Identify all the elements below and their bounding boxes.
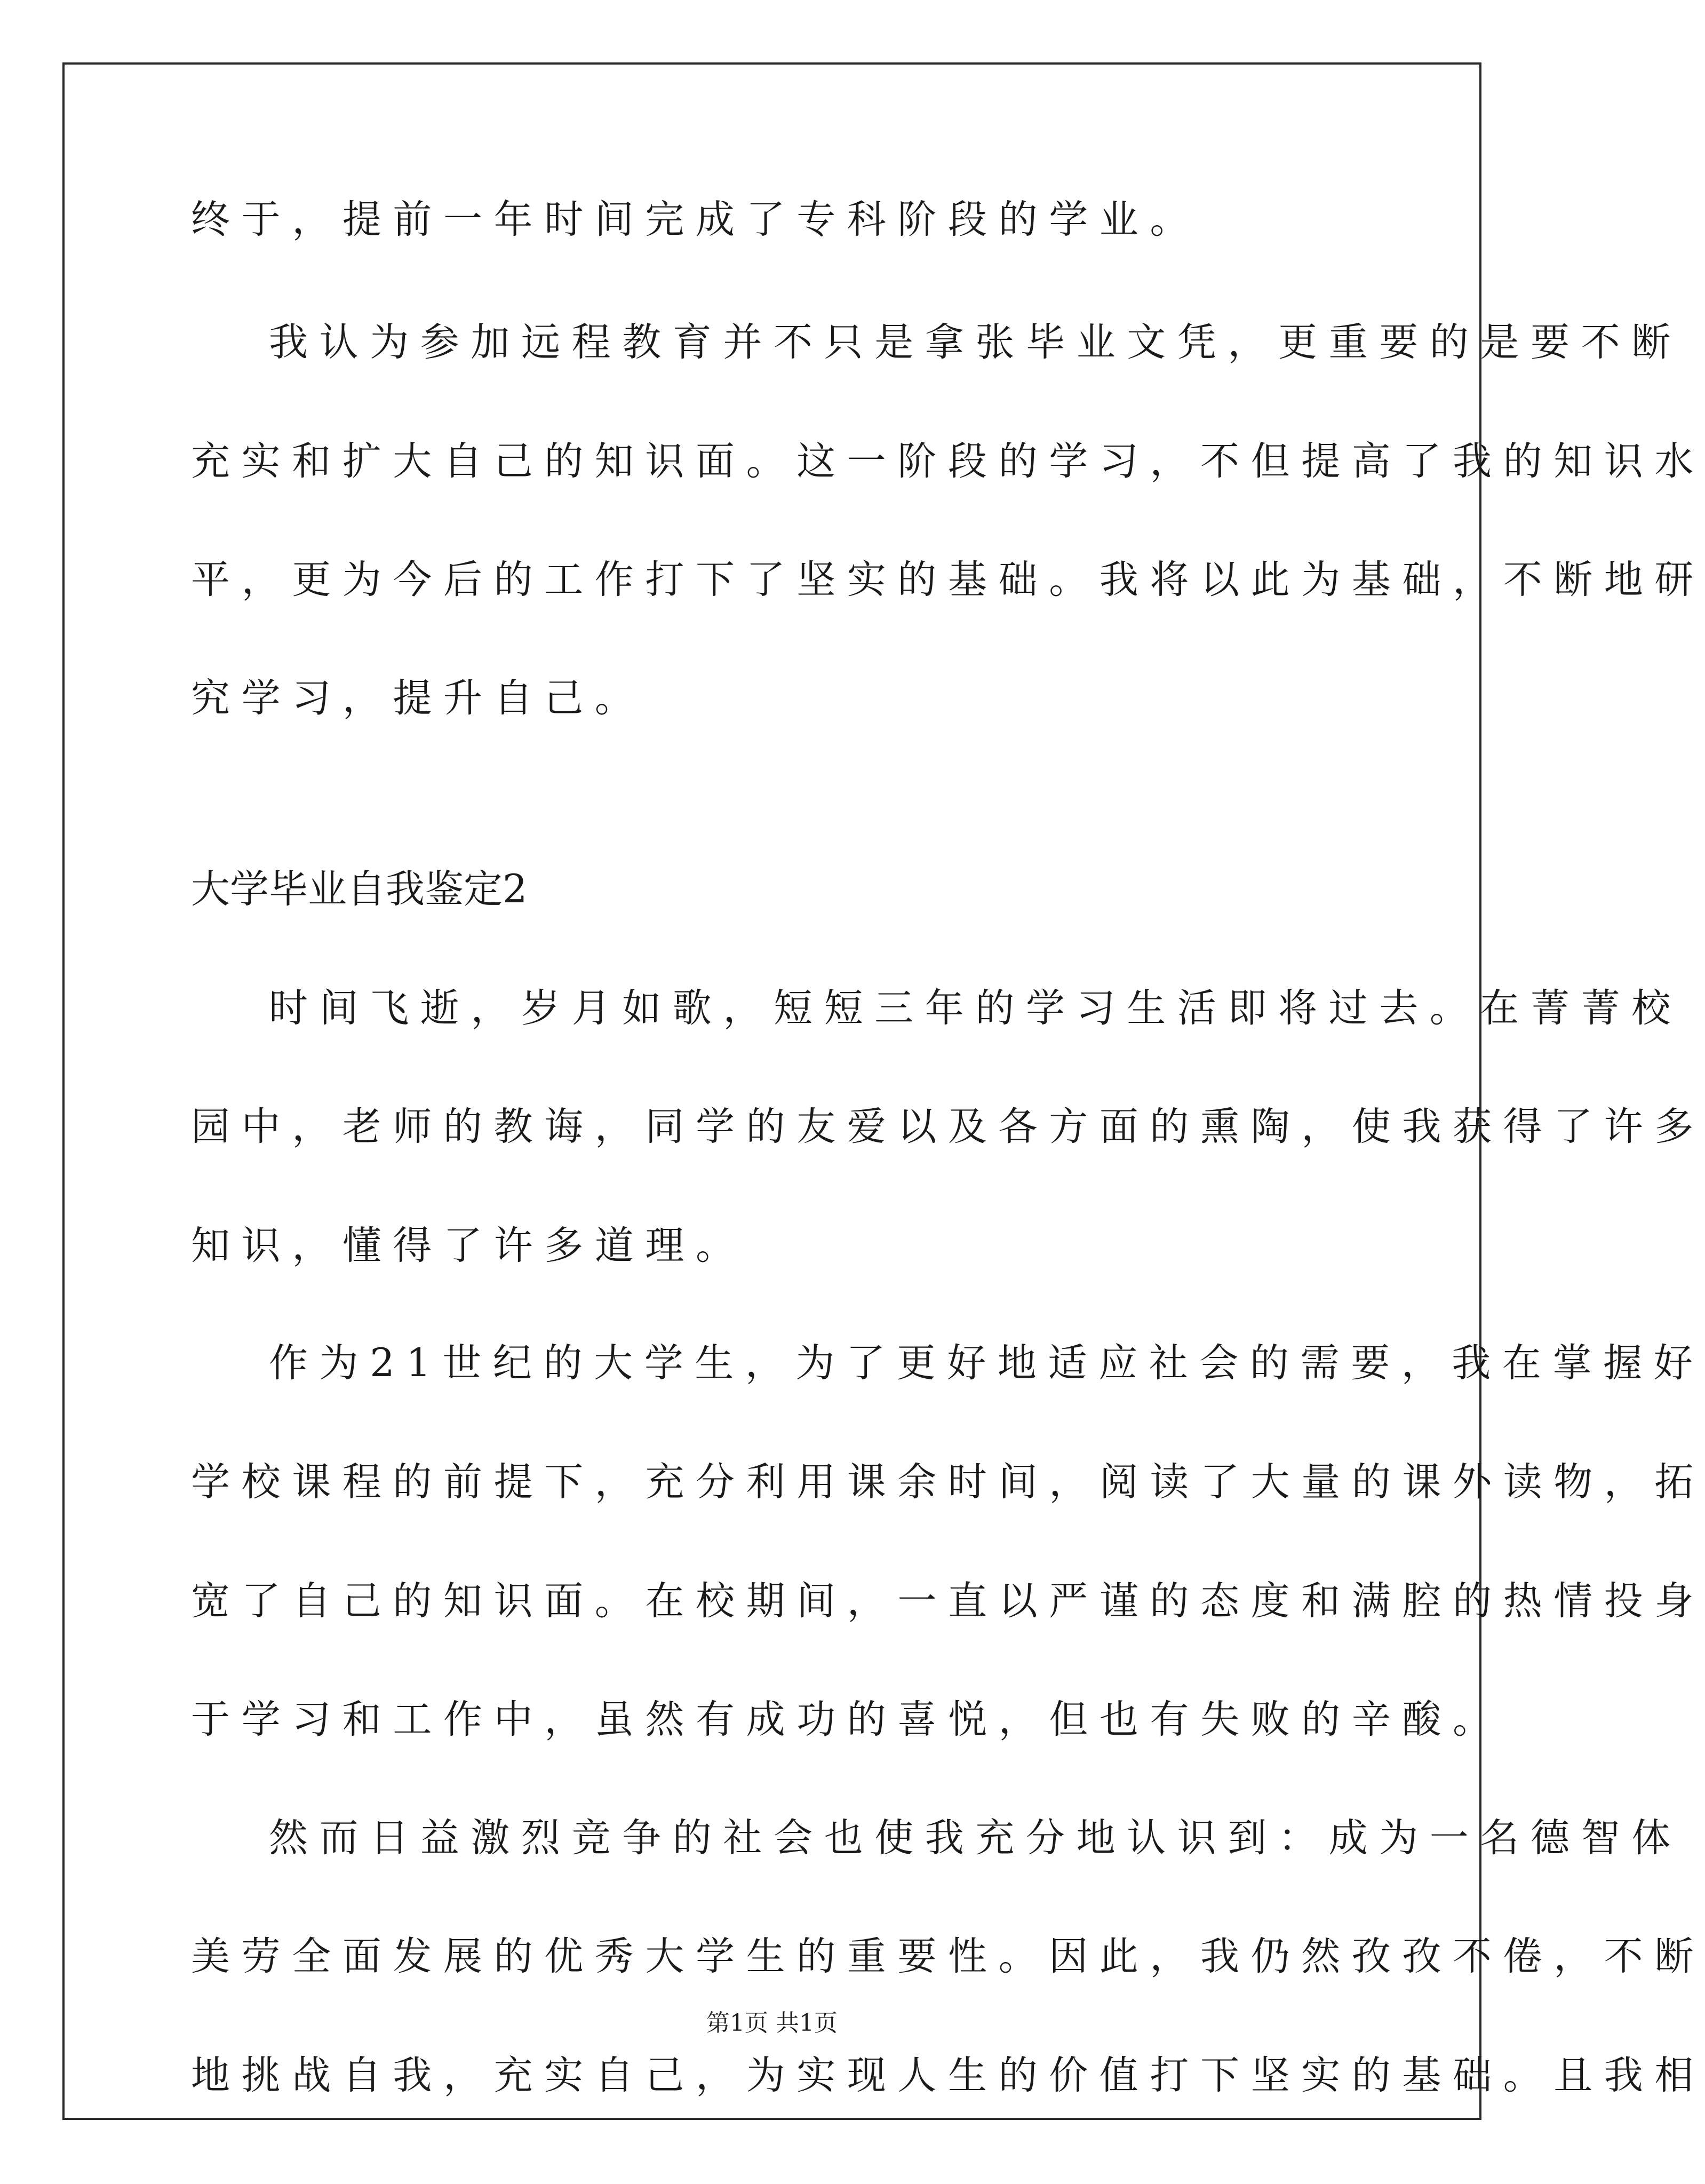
paragraph-start-line: 然而日益激烈竞争的社会也使我充分地认识到：成为一名德智体 (269, 1815, 1682, 1861)
paragraph-start-line: 时间飞逝，岁月如歌，短短三年的学习生活即将过去。在菁菁校 (269, 986, 1682, 1031)
page-border (62, 62, 1481, 2120)
text-line: 究学习，提升自己。 (191, 676, 646, 721)
text-line: 知识，懂得了许多道理。 (191, 1223, 746, 1268)
text-line: 平，更为今后的工作打下了坚实的基础。我将以此为基础，不断地研 (191, 557, 1705, 602)
text-line: 学校课程的前提下，充分利用课余时间，阅读了大量的课外读物，拓 (191, 1459, 1705, 1505)
paragraph-start-line: 我认为参加远程教育并不只是拿张毕业文凭，更重要的是要不断 (269, 320, 1682, 365)
text-line: 地挑战自我，充实自己，为实现人生的价值打下坚实的基础。且我相 (191, 2053, 1705, 2098)
text-line: 终于，提前一年时间完成了专科阶段的学业。 (191, 197, 1200, 242)
section-heading: 大学毕业自我鉴定2 (191, 867, 528, 912)
paragraph-start-line: 作为21世纪的大学生，为了更好地适应社会的需要，我在掌握好 (269, 1340, 1704, 1386)
text-line: 园中，老师的教诲，同学的友爱以及各方面的熏陶，使我获得了许多 (191, 1104, 1705, 1149)
text-line: 宽了自己的知识面。在校期间，一直以严谨的态度和满腔的热情投身 (191, 1578, 1705, 1624)
text-line: 美劳全面发展的优秀大学生的重要性。因此，我仍然孜孜不倦，不断 (191, 1934, 1705, 1979)
page-number-footer: 第1页 共1页 (706, 2010, 838, 2037)
text-line: 于学习和工作中，虽然有成功的喜悦，但也有失败的辛酸。 (191, 1697, 1503, 1742)
text-line: 充实和扩大自己的知识面。这一阶段的学习，不但提高了我的知识水 (191, 439, 1705, 484)
